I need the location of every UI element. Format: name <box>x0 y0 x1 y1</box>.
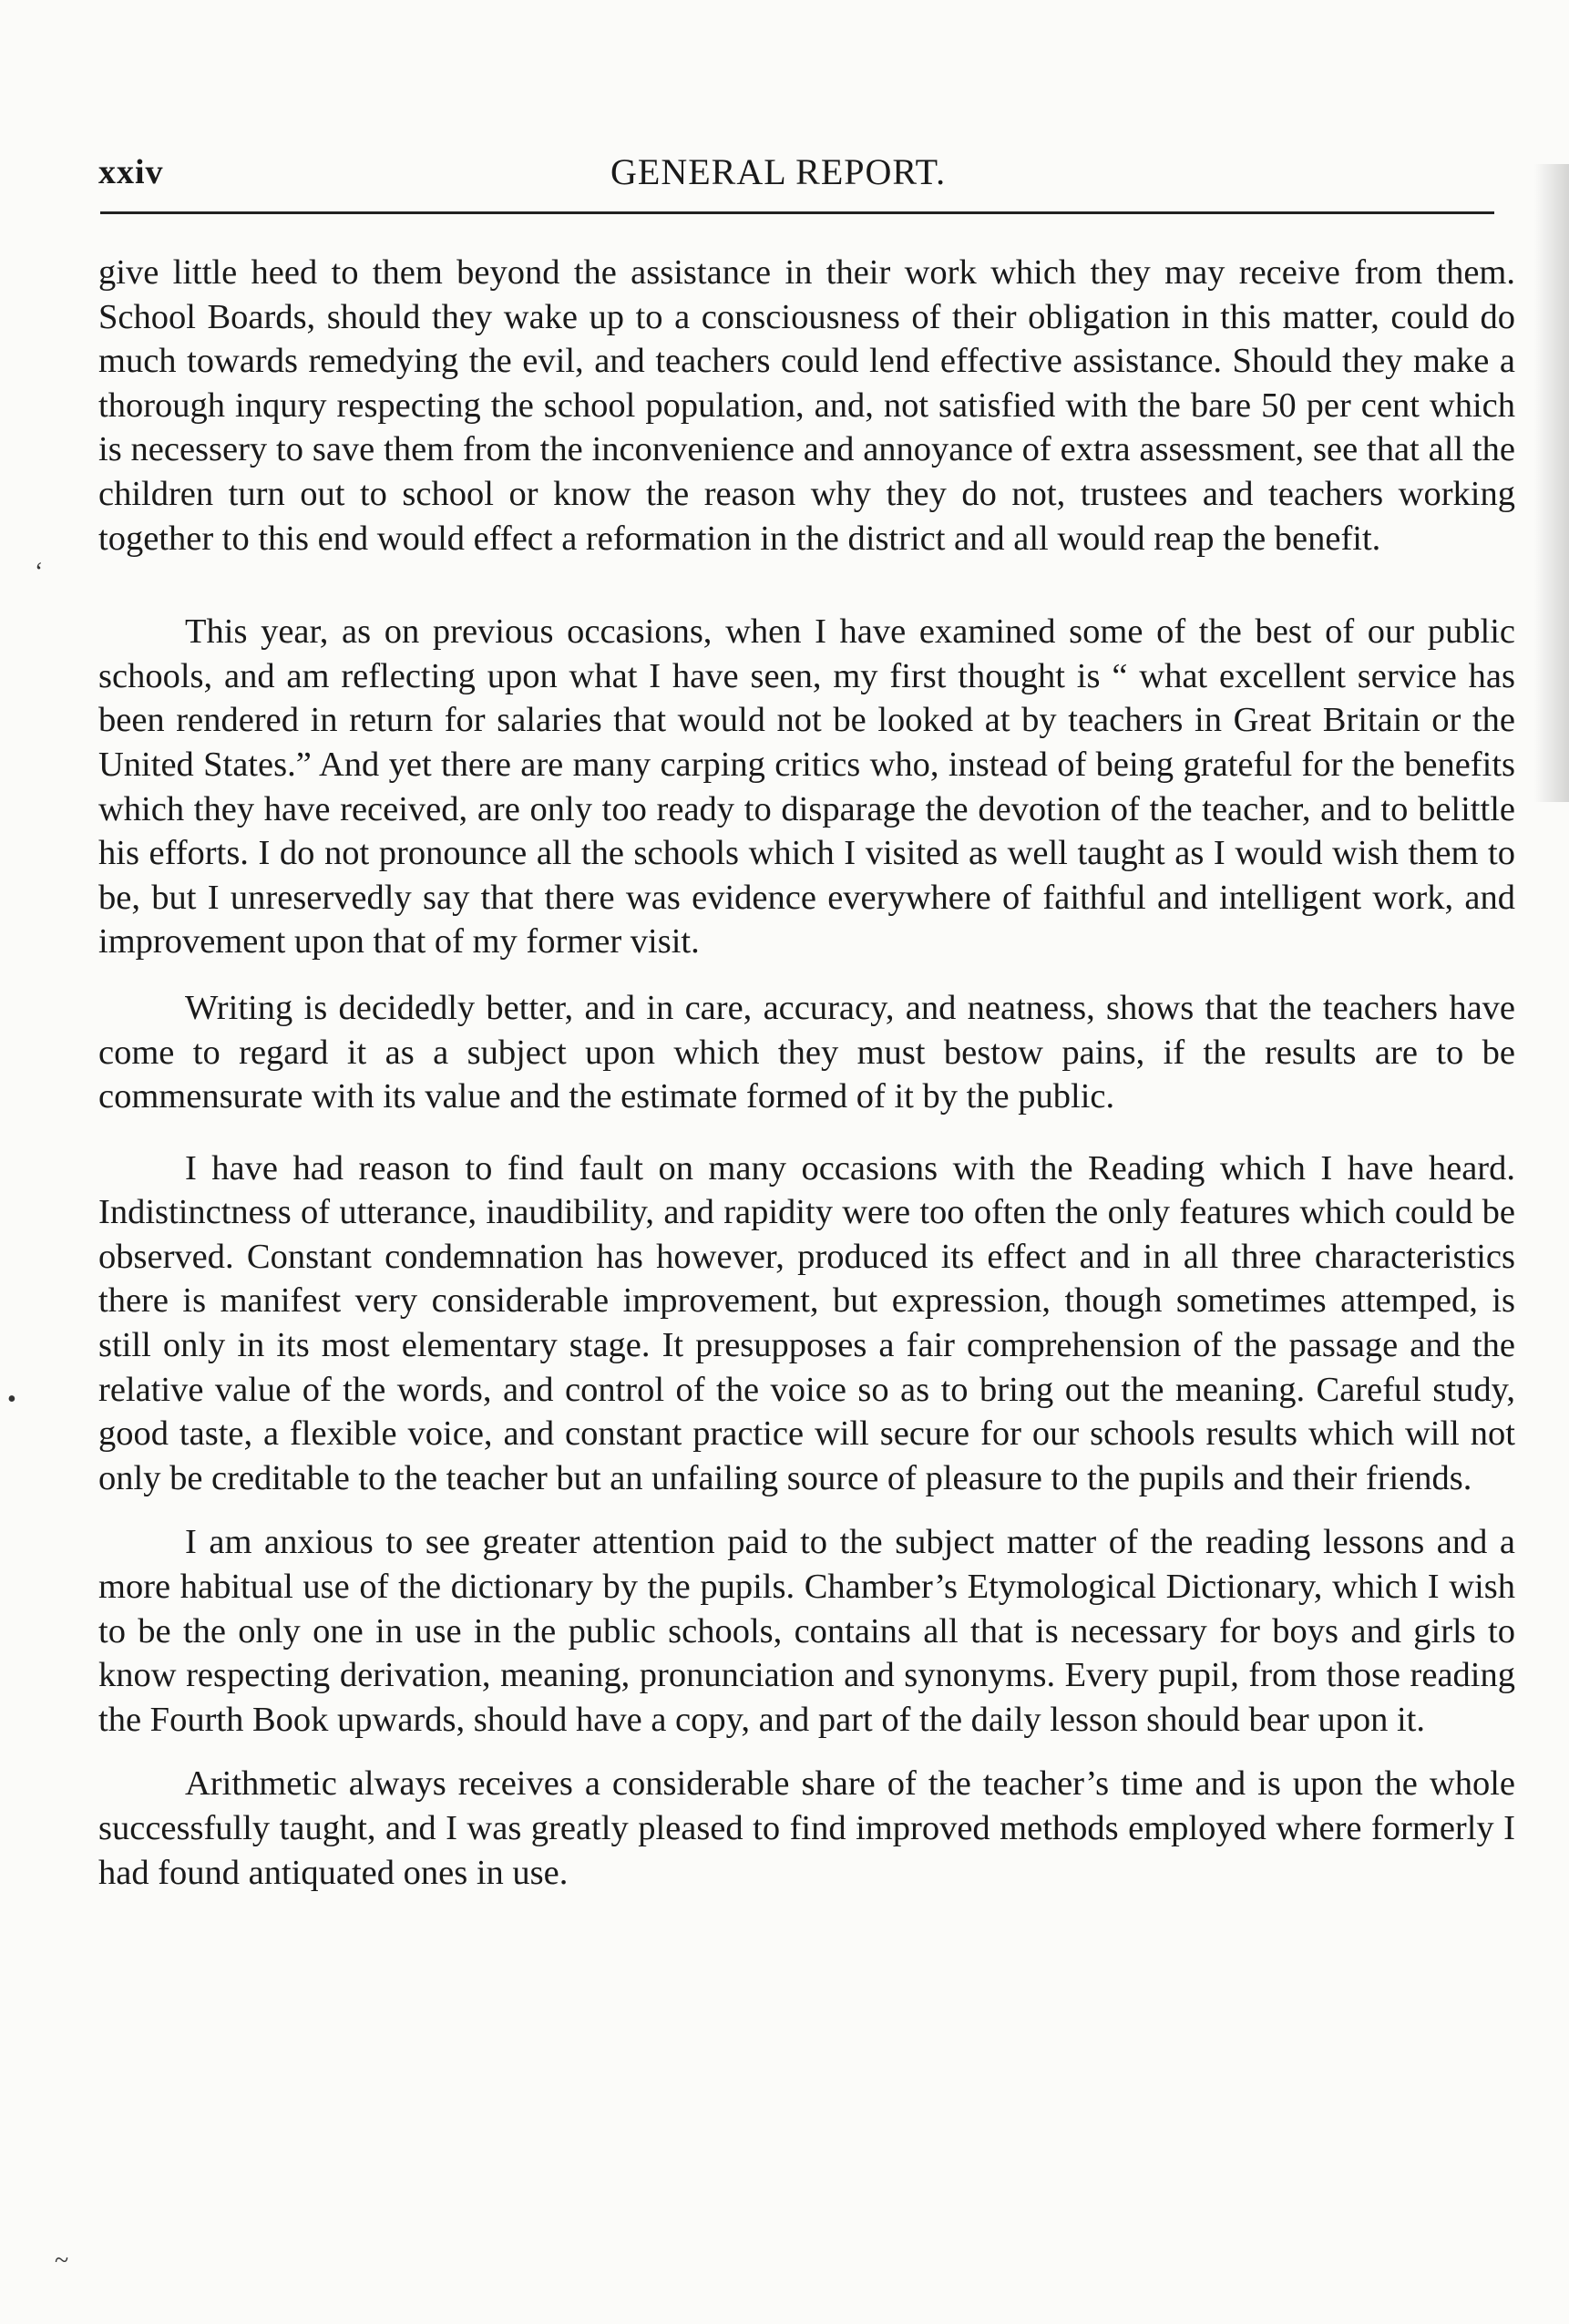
margin-mark: ~ <box>55 2247 69 2275</box>
paragraph-school-boards: give little heed to them beyond the assistance in their work which they may receive from them. School Boards, should they wake up to a consciousness of their obligation in this matter, could do much towards remedying the evil, and teachers could lend effective assistance. Should they make a thorough inqury respecting the school population, and, not satisfied with the bare 50 per cent which is necessery to save them from the inconvenience and annoyance of extra assessment, see that all the children turn out to school or know the reason why they do not, trustees and teachers working together to this end would effect a reformation in the district and all would reap the benefit. <box>98 253 1515 558</box>
paragraph-public-schools: This year, as on previous occasions, when I have examined some of the best of our public schools, and am reflecting upon what I have seen, my first thought is “ what excellent service has been rendered in return for salaries that would not be looked at by teachers in Great Britain or the United States.” And yet there are many carping critics who, instead of being grateful for the benefits which they have received, are only too ready to disparage the devotion of the teacher, and to belittle his efforts. I do not pronounce all the schools which I visited as well taught as I would wish them to be, but I unreservedly say that there was evidence everywhere of faithful and intelligent work, and improvement upon that of my former visit. <box>98 612 1515 961</box>
paragraph-reading: I have had reason to find fault on many occasions with the Reading which I have heard. Indistinctness of utterance, inaudibility, and rapidity were too often the only features which could be observed. Constant condemnation has however, produced its effect and in all three characteristics there is manifest very considerable improvement, but expression, though sometimes attemped, is still only in its most elementary stage. It presupposes a fair comprehension of the passage and the relative value of the words, and control of the voice so as to bring out the meaning. Careful study, good taste, a flexible voice, and constant practice will secure for our schools results which will not only be creditable to the teacher but an unfailing source of pleasure to the pupils and their friends. <box>98 1148 1515 1497</box>
paragraph-dictionary: I am anxious to see greater attention paid to the subject matter of the reading lessons and a more habitual use of the dictionary by the pupils. Chamber’s Etymological Dictionary, which I wish to be the only one in use in the public schools, contains all that is necessary for boys and girls to know respecting derivation, meaning, pronunciation and synonyms. Every pupil, from those reading the Fourth Book upwards, should have a copy, and part of the daily lesson should bear upon it. <box>98 1523 1515 1739</box>
page-number: xxiv <box>98 153 164 191</box>
margin-mark: ʻ <box>35 558 44 586</box>
report-body <box>98 251 1515 1895</box>
running-head: GENERAL REPORT. <box>610 151 947 192</box>
page-header <box>91 150 1494 205</box>
margin-dot: • <box>7 1385 16 1414</box>
scan-shadow-edge <box>1534 164 1569 802</box>
header-rule <box>100 211 1494 214</box>
paragraph-arithmetic: Arithmetic always receives a considerable share of the teacher’s time and is upon the whole successfully taught, and I was greatly pleased to find improved methods employed where formerly I had found antiquated ones in use. <box>98 1764 1515 1892</box>
paragraph-writing: Writing is decidedly better, and in care, accuracy, and neatness, shows that the teachers have come to regard it as a subject upon which they must bestow pains, if the results are to be commensurate with its value and the estimate formed of it by the public. <box>98 988 1515 1116</box>
